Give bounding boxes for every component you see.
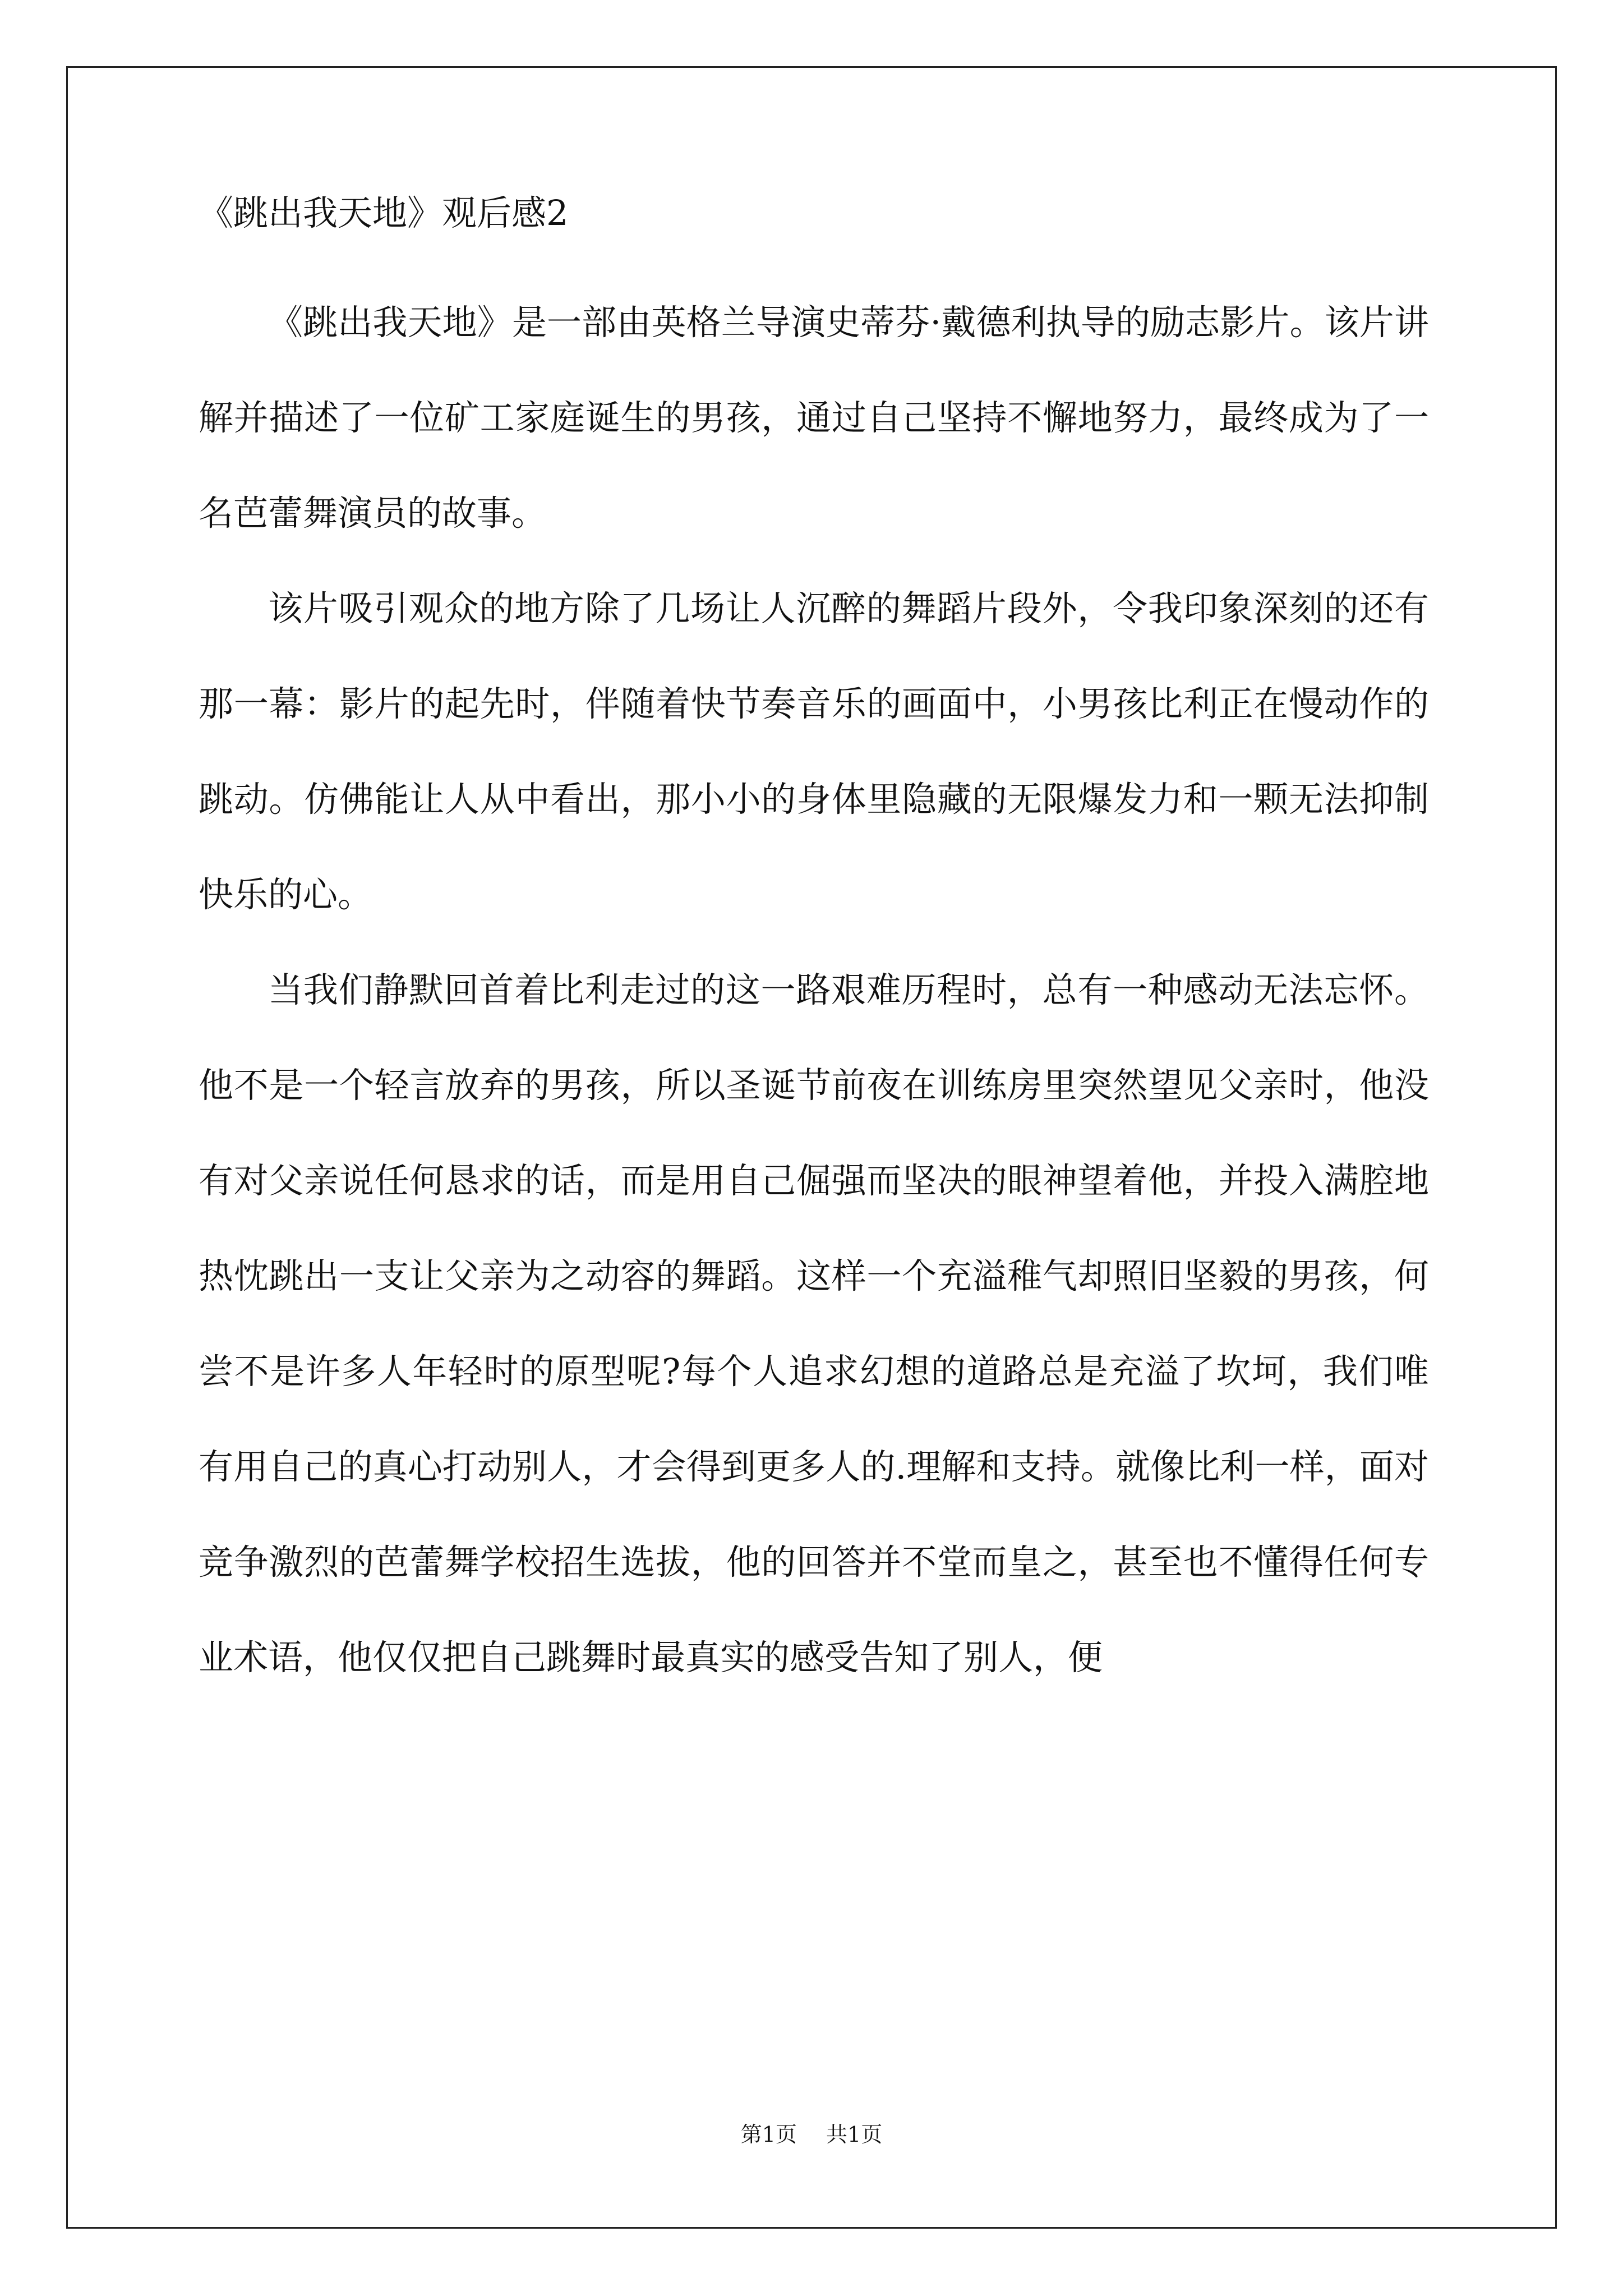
paragraph-1: 《跳出我天地》是一部由英格兰导演史蒂芬·戴德利执导的励志影片。该片讲解并描述了一位矿工家庭诞生的男孩，通过自己坚持不懈地努力，最终成为了一名芭蕾舞演员的故事。 (199, 302, 1429, 533)
page-footer (0, 2120, 1623, 2148)
page-number: 第1页 (740, 2122, 797, 2147)
paragraph-3: 当我们静默回首着比利走过的这一路艰难历程时，总有一种感动无法忘怀。他不是一个轻言放弃的男孩，所以圣诞节前夜在训练房里突然望见父亲时，他没有对父亲说任何恳求的话，而是用自己倔强而坚决的眼神望着他，并投入满腔地热忱跳出一支让父亲为之动容的舞蹈。这样一个充溢稚气却照旧坚毅的男孩，何尝不是许多人年轻时的原型呢?每个人追求幻想的道路总是充溢了坎坷，我们唯有用自己的真心打动别人，才会得到更多人的.理解和支持。就像比利一样，面对竞争激烈的芭蕾舞学校招生选拔，他的回答并不堂而皇之，甚至也不懂得任何专业术语，他仅仅把自己跳舞时最真实的感受告知了别人，便 (199, 969, 1429, 1678)
document-body (199, 185, 1429, 1705)
paragraph-2: 该片吸引观众的地方除了几场让人沉醉的舞蹈片段外，令我印象深刻的还有那一幕：影片的起先时，伴随着快节奏音乐的画面中，小男孩比利正在慢动作的跳动。仿佛能让人从中看出，那小小的身体里隐藏的无限爆发力和一颗无法抑制快乐的心。 (199, 588, 1429, 915)
page-total: 共1页 (826, 2122, 883, 2147)
document-title: 《跳出我天地》观后感2 (199, 192, 569, 233)
